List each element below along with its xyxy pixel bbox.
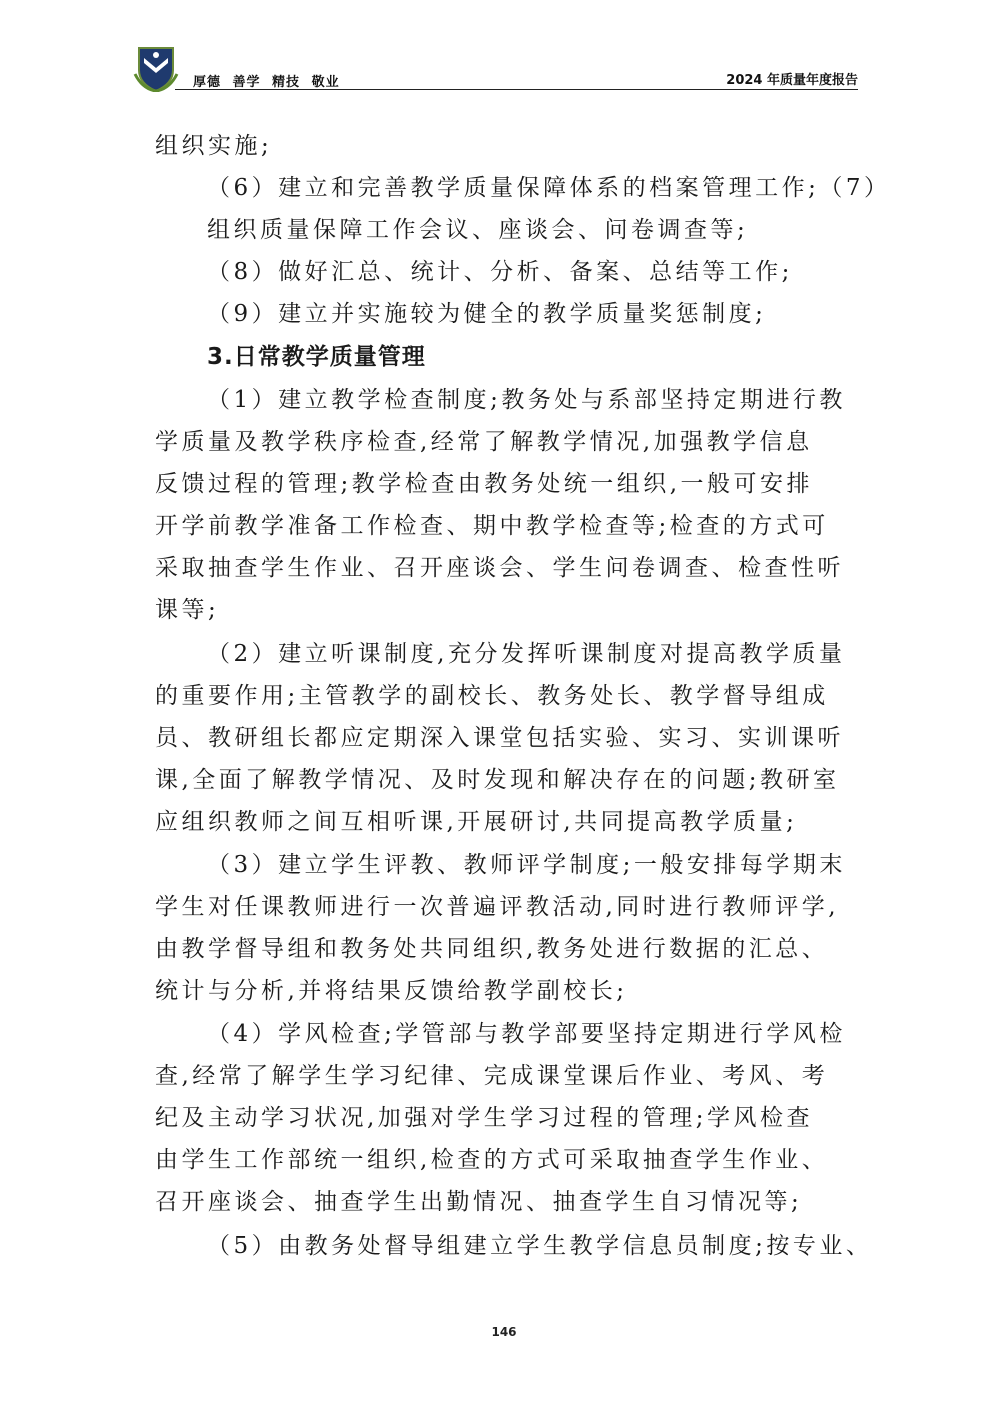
text-line: 课,全面了解教学情况、及时发现和解决存在的问题;教研室 <box>155 767 840 793</box>
text-line: 应组织教师之间互相听课,开展研讨,共同提高教学质量; <box>155 809 798 835</box>
text-line: 采取抽查学生作业、召开座谈会、学生问卷调查、检查性听 <box>155 555 844 581</box>
text-line: 纪及主动学习状况,加强对学生学习过程的管理;学风检查 <box>155 1105 814 1131</box>
header-motto: 厚德 善学 精技 敬业 <box>193 75 340 90</box>
page-number: 146 <box>491 1325 517 1339</box>
text-line: 员、教研组长都应定期深入课堂包括实验、实习、实训课听 <box>155 725 844 751</box>
header-report-title: 2024 年质量年度报告 <box>726 73 858 88</box>
text-line: 查,经常了解学生学习纪律、完成课堂课后作业、考风、考 <box>155 1063 829 1089</box>
text-line: 的重要作用;主管教学的副校长、教务处长、教学督导组成 <box>155 683 829 709</box>
text-line: 由学生工作部统一组织,检查的方式可采取抽查学生作业、 <box>155 1147 829 1173</box>
text-line: 组织实施; <box>155 133 273 159</box>
text-line: （6）建立和完善教学质量保障体系的档案管理工作;（7） <box>207 175 891 201</box>
text-line: （5）由教务处督导组建立学生教学信息员制度;按专业、 <box>207 1233 873 1259</box>
text-line: 反馈过程的管理;教学检查由教务处统一组织,一般可安排 <box>155 471 814 497</box>
header-divider <box>175 89 858 90</box>
text-line: （1）建立教学检查制度;教务处与系部坚持定期进行教 <box>207 387 846 413</box>
page-header <box>133 44 858 94</box>
text-line: （2）建立听课制度,充分发挥听课制度对提高教学质量 <box>207 641 846 667</box>
text-line: 由教学督导组和教务处共同组织,教务处进行数据的汇总、 <box>155 936 829 962</box>
text-line: 统计与分析,并将结果反馈给教学副校长; <box>155 978 628 1004</box>
text-line: 开学前教学准备工作检查、期中教学检查等;检查的方式可 <box>155 513 829 539</box>
text-line: 组织质量保障工作会议、座谈会、问卷调查等; <box>207 217 749 243</box>
text-line: （4）学风检查;学管部与教学部要坚持定期进行学风检 <box>207 1021 846 1047</box>
section-heading: 3.日常教学质量管理 <box>207 344 426 370</box>
school-logo-icon <box>133 44 179 92</box>
text-line: 召开座谈会、抽查学生出勤情况、抽查学生自习情况等; <box>155 1189 803 1215</box>
text-line: （9）建立并实施较为健全的教学质量奖惩制度; <box>207 301 767 327</box>
text-line: （3）建立学生评教、教师评学制度;一般安排每学期末 <box>207 852 846 878</box>
text-line: 学质量及教学秩序检查,经常了解教学情况,加强教学信息 <box>155 429 813 455</box>
text-line: （8）做好汇总、统计、分析、备案、总结等工作; <box>207 259 793 285</box>
text-line: 课等; <box>155 597 220 623</box>
text-line: 学生对任课教师进行一次普遍评教活动,同时进行教师评学, <box>155 894 840 920</box>
